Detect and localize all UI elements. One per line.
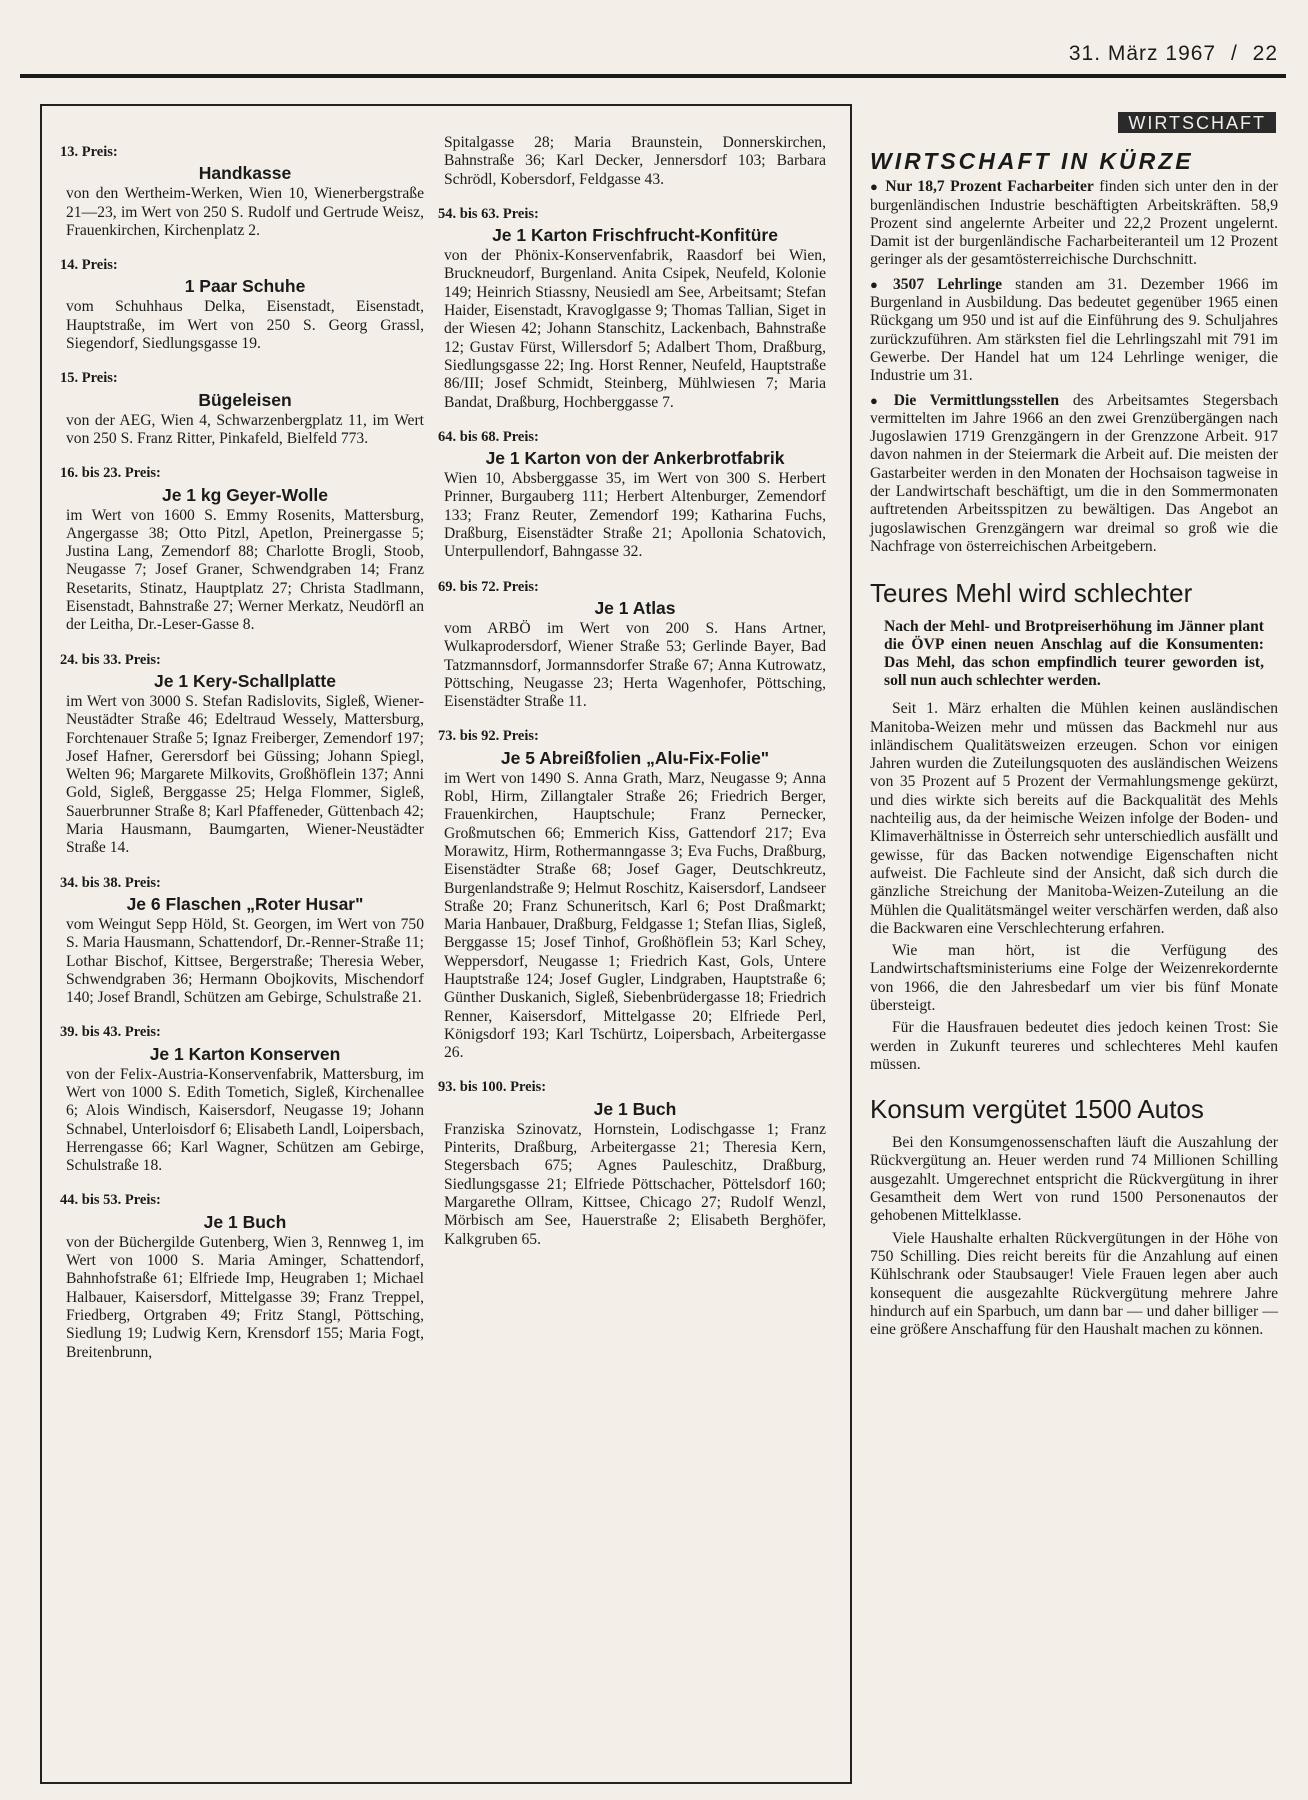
section-tag: WIRTSCHAFT [1118, 112, 1276, 133]
prize-text: von der Phönix-Konservenfabrik, Raasdorf bei Wien, Bruckneudorf, Burgenland. Anita Csipek, Neufeld, Kolonie 149; Heinrich Stiassny, Neusiedl am See, Arbeitsamt; Stefan Haider, Eisenstadt, Kravoglgasse 9; Thomas Tallian, Siget in der Wiesen 42; Johann Stanschitz, Lackenbach, Bahnstraße 12; Gustav Fürst, Willersdorf 5; Adalbert Thom, Draßburg, Siedlungsgasse 22; Ing. Horst Renner, Neufeld, Hauptstraße 86/III; Josef Schmidt, Steinberg, Mühlwiesen 7; Maria Bandat, Draßburg, Hochberggasse 7. [444, 247, 826, 411]
prize-title: Je 1 Buch [203, 1211, 287, 1232]
prize-entry [60, 369, 424, 448]
prize-number: 39. bis 43. Preis: [60, 1024, 161, 1041]
prize-number: 16. bis 23. Preis: [60, 465, 161, 482]
prize-entry [60, 1191, 424, 1361]
prize-text: vom Weingut Sepp Höld, St. Georgen, im Wert von 750 S. Maria Hausmann, Schattendorf, Dr.-Renner-Straße 11; Lothar Bischof, Kittsee, Bergerstraße; Theresia Weber, Schwendgraben 36; Hermann Obojkovits, Mischendorf 140; Josef Brandl, Schützen am Gebirge, Schulstraße 21. [66, 915, 424, 1007]
article-paragraph: Für die Hausfrauen bedeutet dies jedoch keinen Trost: Sie werden in Zukunft teureres und schlechteres Mehl kaufen müssen. [870, 1019, 1278, 1073]
issue-date: 31. März 1967 [1068, 42, 1217, 65]
prize-number: 64. bis 68. Preis: [438, 428, 539, 445]
article-paragraph: Viele Haushalte erhalten Rückvergütungen in der Höhe von 750 Schilling. Dies reicht bereits für die Anzahlung auf einen Kühlschrank oder Staubsauger! Viele Frauen legen aber auch konsequent die ausgezahlte Rückvergütung mehrere Jahre hindurch auf ein Sparbuch, um dann bar — und daher billiger — eine größere Anschaffung für den Haushalt machen zu können. [870, 1229, 1278, 1339]
prize-title: Je 1 Karton von der Ankerbrotfabrik [485, 448, 785, 469]
news-brief [870, 178, 1278, 269]
brief-text: finden sich unter den in der burgenländischen Industrie beschäftigten Arbeitskräften. 58,9 Prozent sind angelernte Arbeiter und 22,2 Prozent ungelernt. Damit ist der burgenländische Facharbeiteranteil um 12 Prozent geringer als der gesamtösterreichische Durchschnitt. [870, 178, 1278, 269]
prize-entry [60, 651, 424, 858]
prize-title: Je 6 Flaschen „Roter Husar" [126, 893, 364, 914]
page-header [0, 0, 1308, 90]
prize-title: Je 5 Abreißfolien „Alu-Fix-Folie" [500, 747, 770, 768]
prize-number: 15. Preis: [60, 370, 118, 387]
prize-text: im Wert von 3000 S. Stefan Radislovits, Sigleß, Wiener-Neustädter Straße 46; Edeltraud Wessely, Mattersburg, Forchtenauer Straße 5; Ignaz Freiberger, Zemendorf 197; Josef Hafner, Gerersdorf bei Güssing; Johann Spiegl, Welten 96; Margarete Milkovits, Großhöflein 137; Anni Gold, Sigleß, Berggasse 25; Helga Flommer, Sigleß, Sauerbrunner Straße 8; Karl Pfaffeneder, Güttenbach 42; Maria Hausmann, Baumgarten, Wiener-Neustädter Straße 14. [66, 692, 424, 857]
prize-title: Je 1 Kery-Schallplatte [154, 670, 336, 691]
prize-title: Je 1 kg Geyer-Wolle [161, 484, 328, 505]
prize-entry [438, 1078, 826, 1248]
article-headline-flour: Teures Mehl wird schlechter [870, 578, 1193, 609]
prize-entry [438, 205, 826, 412]
prize-number: 13. Preis: [60, 144, 118, 160]
prize-entry [60, 256, 424, 353]
prize-title: Je 1 Karton Konserven [149, 1043, 341, 1064]
bullet-icon: ● [870, 392, 888, 408]
prize-text: Wien 10, Absberggasse 35, im Wert von 300 S. Herbert Prinner, Burgauberg 111; Herbert Altenburger, Zemendorf 133; Franz Reuter, Zemendorf 199; Katharina Fuchs, Draßburg, Eisenstädter Straße 21; Apollonia Schatovich, Unterpullendorf, Bahngasse 32. [444, 470, 826, 561]
bullet-icon: ● [870, 179, 880, 195]
section-title: WIRTSCHAFT IN KÜRZE [870, 148, 1194, 174]
prize-entry [60, 1023, 424, 1175]
prize-entry [60, 874, 424, 1008]
prize-title: 1 Paar Schuhe [184, 276, 306, 297]
article-paragraph: Bei den Konsumgenossenschaften läuft die Auszahlung der Rückvergütung an. Heuer werden rund 74 Millionen Schilling ausgezahlt. Umgerechnet entspricht die Rückvergütung in ihrer Gesamtheit dem Wert von rund 1500 Personenautos der gehobenen Mittelklasse. [870, 1134, 1278, 1225]
bullet-icon: ● [870, 276, 887, 292]
prize-entry [438, 428, 826, 562]
prize-text: Franziska Szinovatz, Hornstein, Lodischgasse 1; Franz Pinterits, Draßburg, Arbeitergasse 21; Theresia Kern, Stegersbach 675; Agnes Pauleschitz, Draßburg, Siedlungsgasse 21; Elfriede Pöttschacher, Pöttelsdorf 160; Margarethe Ollram, Kittsee, Chicago 27; Rudolf Wenzl, Mörbisch am See, Hauerstraße 2; Elisabeth Berghöfer, Kalkgruben 65. [444, 1120, 826, 1248]
article-paragraph: Seit 1. März erhalten die Mühlen keinen ausländischen Manitoba-Weizen mehr und müssen das Backmehl nur aus inländischem Qualitätsweizen erzeugen. Schon vor einigen Jahren wurden die Zuteilungsquoten des ausländischen Weizens von 35 Prozent auf 5 Prozent der Vermahlungsmenge gekürzt, und dies wirkte sich bereits auf die Backqualität des Mehls nachteilig aus, da der heimische Weizen infolge der Boden- und Klimaverhältnisse in Österreich sehr unterschiedlich ausfällt und gewisse, für das Backen notwendige Eigenschaften nicht aufweist. Die Fachleute sind der Ansicht, daß sich durch die gänzliche Streichung der Manitoba-Weizen-Zuteilung an die Mühlen die Qualitätsmängel weiter verschärfen werden, daß also die Backwaren eine Verschlechterung erfahren. [870, 700, 1278, 937]
prize-title: Je 1 Karton Frischfrucht-Konfitüre [492, 225, 778, 246]
article-headline-konsum: Konsum vergütet 1500 Autos [870, 1094, 1204, 1125]
prize-entry [438, 578, 826, 712]
prize-number: 73. bis 92. Preis: [438, 728, 539, 745]
prize-entry [60, 143, 424, 240]
brief-lead: Die Vermittlungsstellen [893, 391, 1060, 409]
brief-lead: Nur 18,7 Prozent Facharbeiter [885, 178, 1094, 196]
brief-lead: 3507 Lehrlinge [892, 275, 1003, 293]
prize-text: von der Büchergilde Gutenberg, Wien 3, Rennweg 1, im Wert von 1000 S. Maria Aminger, Schattendorf, Bahnhofstraße 61; Elfriede Imp, Heugraben 1; Michael Halbauer, Kaisersdorf, Mittelgasse 39; Franz Treppel, Friedberg, Ortgraben 49; Fritz Stangl, Pöttsching, Siedlung 19; Ludwig Kern, Krensdorf 155; Maria Fogt, Breitenbrunn, [66, 1233, 424, 1361]
prize-title: Je 1 Buch [593, 1098, 677, 1119]
prize-text: vom Schuhhaus Delka, Eisenstadt, Eisenstadt, Hauptstraße, im Wert von 250 S. Georg Grassl, Siegendorf, Siedlungsgasse 19. [66, 298, 424, 353]
prize-title: Bügeleisen [198, 389, 292, 410]
news-brief [870, 276, 1278, 386]
prize-text: von den Wertheim-Werken, Wien 10, Wienerbergstraße 21—23, im Wert von 250 S. Rudolf und Gertrude Weisz, Frauenkirchen, Kirchenplatz 2. [66, 185, 424, 239]
prize-title: Je 1 Atlas [594, 597, 676, 618]
prize-entry [438, 727, 826, 1062]
page-number: 22 [1252, 42, 1278, 65]
prize-number: 54. bis 63. Preis: [438, 205, 539, 222]
prize-number: 24. bis 33. Preis: [60, 651, 161, 668]
prize-entry [60, 464, 424, 634]
prize-text: im Wert von 1490 S. Anna Grath, Marz, Neugasse 9; Anna Robl, Hirm, Zillangtaler Straße 26; Friedrich Berger, Frauenkirchen, Hauptschule; Franz Pernecker, Großmutschen 66; Emmerich Kiss, Gattendorf 217; Eva Morawitz, Hirm, Rothermanngasse 3; Eva Fuchs, Draßburg, Eisenstädter Straße 68; Josef Gager, Deutschkreutz, Burgenlandstraße 9; Helmut Roschitz, Kaisersdorf, Landseer Straße 20; Franz Schuneritsch, Karl 6; Post Draßmarkt; Maria Hanbauer, Draßburg, Feldgasse 1; Stefan Ilias, Sigleß, Berggasse 15; Josef Tinhof, Großhöflein 53; Karl Schey, Weppersdorf, Neugasse 1; Friedrich Kast, Gols, Untere Hauptstraße 124; Josef Gugler, Lindgraben, Hauptstraße 6; Günther Duskanich, Sigleß, Siebenbrüdergasse 18; Friedrich Renner, Kaisersdorf, Mittelgasse 20; Elfriede Perl, Königsdorf 193; Karl Tschürtz, Loipersbach, Arbeitergasse 26. [444, 769, 826, 1062]
prize-number: 93. bis 100. Preis: [438, 1079, 547, 1096]
article-lede: Nach der Mehl- und Brotpreiserhöhung im Jänner plant die ÖVP einen neuen Anschlag auf die Konsumenten: Das Mehl, das schon empfindlich teurer geworden ist, soll nun auch schlechter werden. [884, 618, 1264, 690]
prize-number: 44. bis 53. Preis: [60, 1192, 161, 1209]
brief-text: standen am 31. Dezember 1966 im Burgenland in Ausbildung. Das bedeutet gegenüber 1965 einen Rückgang um 950 und ist auf die Einführung des 9. Schuljahres zurückzuführen. Am stärksten fiel die Lehrlingszahl mit 791 im Gewerbe. Der Handel hat um 124 Lehrlinge weniger, die Industrie um 31. [870, 275, 1278, 385]
prize-title: Handkasse [198, 163, 292, 184]
prize-number: 14. Preis: [60, 257, 118, 274]
prize-text-continued: Spitalgasse 28; Maria Braunstein, Donnerskirchen, Bahnstraße 36; Karl Decker, Jennersdorf 103; Barbara Schrödl, Kobersdorf, Feldgasse 43. [444, 134, 826, 188]
date-separator: / [1230, 42, 1238, 65]
prize-text: von der AEG, Wien 4, Schwarzenbergplatz 11, im Wert von 250 S. Franz Ritter, Pinkafeld, Bielfeld 773. [66, 411, 424, 447]
economy-column [870, 106, 1278, 1343]
news-brief [870, 392, 1278, 557]
prize-text: von der Felix-Austria-Konservenfabrik, Mattersburg, im Wert von 1000 S. Edith Tometich, Sigleß, Kirchenallee 6; Alois Windisch, Kaisersdorf, Neugasse 19; Johann Schnabel, Unterloisdorf 6; Elisabeth Landl, Loipersbach, Herrengasse 66; Karl Wagner, Schützen am Gebirge, Schulstraße 18. [66, 1065, 424, 1175]
article-paragraph: Wie man hört, ist die Verfügung des Landwirtschaftsministeriums eine Folge der Weizenrekordernte von 1966, die den Jahresbedarf um vier bis fünf Monate übersteigt. [870, 942, 1278, 1014]
header-rule [20, 74, 1286, 78]
prize-number: 69. bis 72. Preis: [438, 578, 539, 595]
prize-column-left [60, 143, 424, 1378]
prize-number: 34. bis 38. Preis: [60, 874, 161, 891]
issue-date-page [1069, 42, 1278, 66]
prize-text: vom ARBÖ im Wert von 200 S. Hans Artner, Wulkaprodersdorf, Wiener Straße 53; Gerlinde Bayer, Bad Tatzmannsdorf, Jormannsdorfer Straße 67; Anna Kutrowatz, Pöttsching, Neugasse 23; Herta Wagenhofer, Pöttsching, Eisenstädter Straße 11. [444, 619, 826, 711]
prize-column-middle [438, 134, 826, 1265]
prize-text: im Wert von 1600 S. Emmy Rosenits, Mattersburg, Angergasse 38; Otto Pitzl, Apetlon, Preinergasse 5; Justina Lang, Zemendorf 88; Charlotte Brogli, Stoob, Neugasse 7; Josef Graner, Schwendgraben 14; Franz Resetarits, Stinatz, Hauptplatz 27; Christa Stadlmann, Eisenstadt, Bahnstraße 27; Werner Merkatz, Neudörfl an der Leitha, Dr.-Leser-Gasse 8. [66, 506, 424, 634]
brief-text: des Arbeitsamtes Stegersbach vermittelten im Jahre 1966 an den zwei Grenzübergängen nach Jugoslawien 1719 Grenzgängern in der Grenzzone Arbeit. 917 davon nahmen in der Steiermark die Arbeit auf. Die meisten der Gastarbeiter werden in den Monaten der Hochsaison tagweise in der Landwirtschaft beschäftigt, um die in den Sommermonaten auftretenden Arbeitsspitzen zu bewältigen. Das Angebot an jugoslawischen Grenzgängern war dreimal so groß wie die Nachfrage von österreichischen Arbeitgebern. [870, 391, 1278, 555]
